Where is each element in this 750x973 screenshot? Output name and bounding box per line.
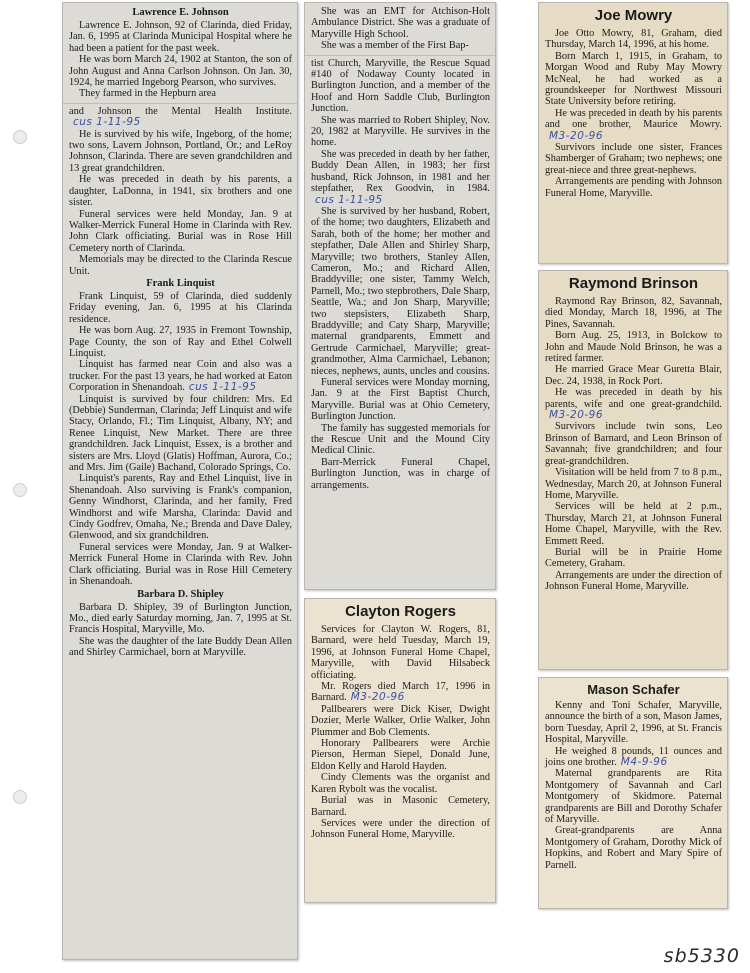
handwritten-date-note: M3-20-96 bbox=[549, 129, 604, 142]
johnson-paragraph: They farmed in the Hepburn area bbox=[79, 88, 216, 100]
mowry-paragraph: Survivors include one sister, Frances Shamberger of Graham; two nephews; one great-niece and three great-nephews. bbox=[545, 142, 722, 176]
shipley-paragraph: She was an EMT for Atchison-Holt Ambulance District. She was a graduate of Maryville High School. bbox=[311, 6, 490, 40]
brinson-paragraph: He married Grace Mear Guretta Blair, Dec. 24, 1938, in Rock Port. bbox=[545, 364, 722, 387]
rogers-paragraph bbox=[311, 681, 490, 704]
linquist-paragraph: He was born Aug. 27, 1935 in Fremont Township, Page County, the son of Ray and Ethel Colwell Linquist. bbox=[69, 325, 292, 359]
schafer-text: He weighed 8 pounds, 11 ounces and joins one brother. bbox=[545, 745, 722, 769]
johnson-paragraph: He is survived by his wife, Ingeborg, of the home; two sons, Lavern Johnson, Portland, Or.; and LeRoy Johnson, Clarinda. There are seven grandchildren and 13 great grandchildren. bbox=[69, 128, 292, 174]
clipping-rogers bbox=[304, 598, 496, 903]
johnson-continuation: and Johnson the Mental Health Institute. bbox=[69, 105, 292, 117]
handwritten-date-note: cus 1-11-95 bbox=[73, 116, 141, 129]
obituary-title-shipley: Barbara D. Shipley bbox=[137, 588, 224, 600]
clipping-schafer bbox=[538, 677, 728, 909]
shipley-paragraph: She was a member of the First Bap- bbox=[321, 40, 469, 52]
schafer-paragraph: Kenny and Toni Schafer, Maryville, announce the birth of a son, Mason James, born Tuesday, April 2, 1996, at St. Francis Hospital, Maryville. bbox=[545, 700, 722, 746]
handwritten-date-note: M4-9-96 bbox=[620, 756, 668, 769]
johnson-paragraph: Funeral services were held Monday, Jan. 9 at Walker-Merrick Funeral Home in Clarinda with Rev. John Clark officiating. Burial was in Rose Hill Cemetery north of Clarinda. bbox=[69, 208, 292, 254]
shipley-paragraph: She was married to Robert Shipley, Nov. 20, 1982 at Maryville. He survives in the home. bbox=[311, 114, 490, 149]
shipley-paragraph: She is survived by her husband, Robert, of the home; two daughters, Elizabeth and Sarah, both of the home; her mother and stepfather, Dale Allen and Shirley Sharp, Maryville; two brothers, Stanley Allen, Cameron, Mo.; and Richard Allen, Braddyville; one sister, Tammy Welch, Parnell, Mo.; two stepbrothers, Dale Sharp, Seattle, Wa.; and Jon Sharp, Maryville; two stepsisters, Elizabeth Sharp, Braddyville; and Caty Sharp, Maryville; maternal grandparents, Emmett and Gertrude Carmichael, Maryville; great-grandmother, Alma Carmichael, Lebanon; nieces, nephews, aunts, uncles and cousins. bbox=[311, 205, 490, 377]
clipping-mowry bbox=[538, 2, 728, 264]
rogers-paragraph: Pallbearers were Dick Kiser, Dwight Dozier, Merle Walker, Orlie Walker, John Plummer and Bob Clements. bbox=[311, 703, 490, 738]
clipping-seam bbox=[305, 52, 495, 56]
clipping-brinson bbox=[538, 270, 728, 670]
shipley-paragraph bbox=[311, 149, 490, 206]
rogers-paragraph: Services for Clayton W. Rogers, 81, Barnard, were held Tuesday, March 19, 1996, at Johnson Funeral Home Chapel, Maryville, with David Hilsabeck officiating. bbox=[311, 624, 490, 681]
rogers-paragraph: Burial was in Masonic Cemetery, Barnard. bbox=[311, 795, 490, 818]
clipping-column-middle bbox=[304, 2, 496, 590]
brinson-paragraph: Burial will be in Prairie Home Cemetery, Graham. bbox=[545, 546, 722, 570]
binder-hole-top bbox=[13, 130, 27, 144]
handwritten-date-note: cus 1-11-95 bbox=[315, 193, 383, 206]
binder-hole-bottom bbox=[13, 790, 27, 804]
shipley-paragraph: Barr-Merrick Funeral Chapel, Burlington Junction, was in charge of arrangements. bbox=[311, 456, 490, 491]
johnson-paragraph: Memorials may be directed to the Clarinda Rescue Unit. bbox=[69, 254, 292, 277]
schafer-paragraph: Maternal grandparents are Rita Montgomery of Savannah and Carl Montgomery of Skidmore. Paternal grandparents are Bill and Dorothy Schafer of Maryville. bbox=[545, 768, 722, 826]
shipley-text: She was preceded in death by her father, Buddy Dean Allen, in 1983; her first husband, Rick Johnson, in 1981 and her stepfather, Rex Goodvin, in 1984. bbox=[311, 148, 490, 195]
brinson-paragraph: Services will be held at 2 p.m., Thursday, March 21, at Johnson Funeral Home Chapel, Maryville, with the Rev. Emmett Reed. bbox=[545, 501, 722, 547]
obituary-title-mowry: Joe Mowry bbox=[594, 7, 673, 24]
obituary-title-linquist: Frank Linquist bbox=[146, 277, 215, 289]
brinson-paragraph: Visitation will be held from 7 to 8 p.m., Wednesday, March 20, at Johnson Funeral Home, Maryville. bbox=[545, 467, 722, 501]
brinson-paragraph: Raymond Ray Brinson, 82, Savannah, died Monday, March 18, 1996, at The Pines, Savannah. bbox=[545, 296, 722, 330]
johnson-paragraph: Lawrence E. Johnson, 92 of Clarinda, died Friday, Jan. 6, 1995 at Clarinda Municipal Hospital where he had been a patient for the past week. bbox=[69, 20, 292, 54]
clipping-column-left bbox=[62, 2, 298, 960]
birth-announcement-title-schafer: Mason Schafer bbox=[587, 682, 680, 697]
obituary-title-brinson: Raymond Brinson bbox=[568, 275, 699, 292]
shipley-paragraph: tist Church, Maryville, the Rescue Squad #140 of Nodaway County located in Burlington Junction, and a member of the Hoof and Horn Saddle Club, Burlington Junction. bbox=[311, 57, 490, 115]
rogers-paragraph: Cindy Clements was the organist and Karen Rybolt was the vocalist. bbox=[311, 772, 490, 795]
mowry-paragraph: Arrangements are pending with Johnson Funeral Home, Maryville. bbox=[545, 176, 722, 199]
catalog-number: sb5330 bbox=[663, 945, 740, 967]
brinson-paragraph bbox=[545, 387, 722, 421]
rogers-paragraph: Honorary Pallbearers were Archie Pierson, Herman Siepel, Donald June, Eldon Kelly and Harold Hayden. bbox=[311, 738, 490, 772]
johnson-paragraph: He was born March 24, 1902 at Stanton, the son of John August and Anna Carlson Johnson. On Jan. 30, 1924, he married Ingeborg Pearson, who survives. bbox=[69, 54, 292, 89]
shipley-paragraph: Barbara D. Shipley, 39 of Burlington Junction, Mo., died early Saturday morning, Jan. 7, 1995 at St. Francis Hospital, Maryville, Mo. bbox=[69, 601, 292, 636]
linquist-paragraph: Linquist is survived by four children: Mrs. Ed (Debbie) Sunderman, Clarinda; Jeff Linquist and wife Stacy, Orlando, Fl.; Tim Linquist, Albany, NY; and Renee Linquist, New Market. There are three grandchildren. Jack Linquist, Essex, is a brother and sisters are Mrs. Lloyd (Glatis) Hoffman, Aurora, Co.; and Mrs. Jim (Gaile) Bachand, Colorado Springs, Co. bbox=[69, 393, 292, 474]
mowry-paragraph bbox=[545, 108, 722, 142]
brinson-paragraph: Survivors include twin sons, Leo Brinson of Barnard, and Leon Brinson of Savannah; five grandchildren; and four great-grandchildren. bbox=[545, 421, 722, 467]
mowry-text: He was preceded in death by his parents and one brother, Maurice Mowry. bbox=[545, 107, 722, 131]
brinson-paragraph: Born Aug. 25, 1913, in Bolckow to John and Maude Nold Brinson, he was a retired farmer. bbox=[545, 330, 722, 365]
obituary-title-johnson: Lawrence E. Johnson bbox=[132, 7, 229, 18]
johnson-paragraph: He was preceded in death by his parents, a daughter, LaDonna, in 1941, six brothers and one sister. bbox=[69, 174, 292, 209]
schafer-paragraph: Great-grandparents are Anna Montgomery of Graham, Dorothy Mick of Hopkins, and Robert and Mary Spire of Parnell. bbox=[545, 825, 722, 871]
rogers-paragraph: Services were under the direction of Johnson Funeral Home, Maryville. bbox=[311, 817, 490, 841]
linquist-paragraph bbox=[69, 359, 292, 393]
shipley-paragraph: She was the daughter of the late Buddy Dean Allen and Shirley Carmichael, born at Maryville. bbox=[69, 635, 292, 659]
linquist-paragraph: Funeral services were Monday, Jan. 9 at Walker-Merrick Funeral Home in Clarinda with Rev. John Clark officiating. Burial was in Rose Hill Cemetery in Shenandoah. bbox=[69, 541, 292, 588]
binder-hole-middle bbox=[13, 483, 27, 497]
obituary-title-rogers: Clayton Rogers bbox=[345, 603, 456, 620]
linquist-text: Linquist has farmed near Coin and also was a trucker. For the past 13 years, he had worked at Eaton Corporation in Shenandoah. bbox=[69, 359, 292, 394]
mowry-paragraph: Joe Otto Mowry, 81, Graham, died Thursday, March 14, 1996, at his home. bbox=[545, 28, 722, 51]
shipley-paragraph: The family has suggested memorials for the Rescue Unit and the Mound City Medical Clinic. bbox=[311, 422, 490, 457]
shipley-paragraph: Funeral services were Monday morning, Jan. 9 at the First Baptist Church, Maryville. Burial was at Ohio Cemetery, Burlington Junction. bbox=[311, 377, 490, 423]
handwritten-date-note: M3-20-96 bbox=[549, 409, 604, 422]
clipping-seam bbox=[63, 100, 297, 104]
schafer-paragraph bbox=[545, 746, 722, 769]
brinson-paragraph: Arrangements are under the direction of Johnson Funeral Home, Maryville. bbox=[545, 569, 722, 593]
rogers-text: Mr. Rogers died March 17, 1996 in Barnard. bbox=[311, 681, 490, 704]
linquist-paragraph: Linquist's parents, Ray and Ethel Linquist, live in Shenandoah. Also surviving is Frank's companion, Genny Windhorst, Clarinda, and her family, Fred Windhorst and wife Marsha, Clarinda: David and Cindy Godfrev, Omaha, Ne.; Brenda and Dave Daley, Glenwood, and six grandchildren. bbox=[69, 473, 292, 542]
linquist-paragraph: Frank Linquist, 59 of Clarinda, died suddenly Friday evening, Jan. 6, 1995 at his Clarinda residence. bbox=[69, 290, 292, 325]
mowry-paragraph: Born March 1, 1915, in Graham, to Morgan Wood and Ruby May Mowry McNeal, he had worked as a groundskeeper for Northwest Missouri State University before retiring. bbox=[545, 50, 722, 108]
brinson-text: He was preceded in death by his parents, wife and one great-grandchild. bbox=[545, 387, 722, 410]
handwritten-date-note: M3-20-96 bbox=[350, 691, 405, 704]
johnson-paragraph bbox=[69, 106, 292, 129]
handwritten-date-note: cus 1-11-95 bbox=[188, 381, 257, 394]
